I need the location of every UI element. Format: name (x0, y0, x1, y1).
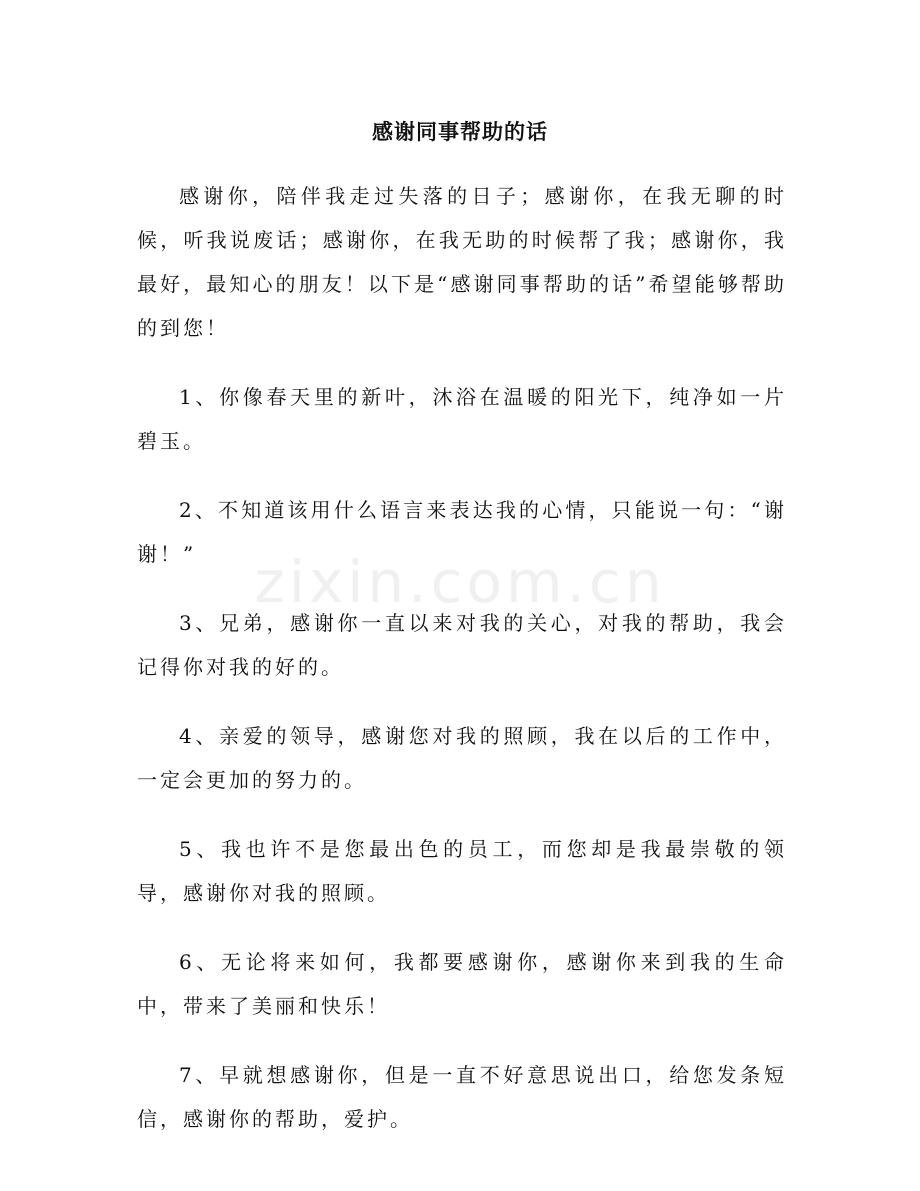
list-item: 2、不知道该用什么语言来表达我的心情，只能说一句：“谢谢！” (137, 498, 787, 566)
watermark: zixin.com.cn (254, 548, 666, 616)
list-item: 1、你像春天里的新叶，沐浴在温暖的阳光下，纯净如一片碧玉。 (137, 385, 787, 453)
list-item: 7、早就想感谢你，但是一直不好意思说出口，给您发条短信，感谢你的帮助，爱护。 (137, 1063, 787, 1131)
document-body (137, 174, 787, 1166)
list-item: 4、亲爱的领导，感谢您对我的照顾，我在以后的工作中，一定会更加的努力的。 (137, 724, 787, 792)
document-title: 感谢同事帮助的话 (372, 120, 548, 144)
intro-paragraph: 感谢你，陪伴我走过失落的日子；感谢你，在我无聊的时候，听我说废话；感谢你，在我无助的时候帮了我；感谢你，我最好，最知心的朋友！以下是“感谢同事帮助的话”希望能够帮助的到您！ (137, 184, 787, 340)
list-item: 5、我也许不是您最出色的员工，而您却是我最崇敬的领导，感谢你对我的照顾。 (137, 837, 787, 905)
list-item: 3、兄弟，感谢你一直以来对我的关心，对我的帮助，我会记得你对我的好的。 (137, 611, 787, 679)
list-item: 6、无论将来如何，我都要感谢你，感谢你来到我的生命中，带来了美丽和快乐！ (137, 950, 787, 1018)
